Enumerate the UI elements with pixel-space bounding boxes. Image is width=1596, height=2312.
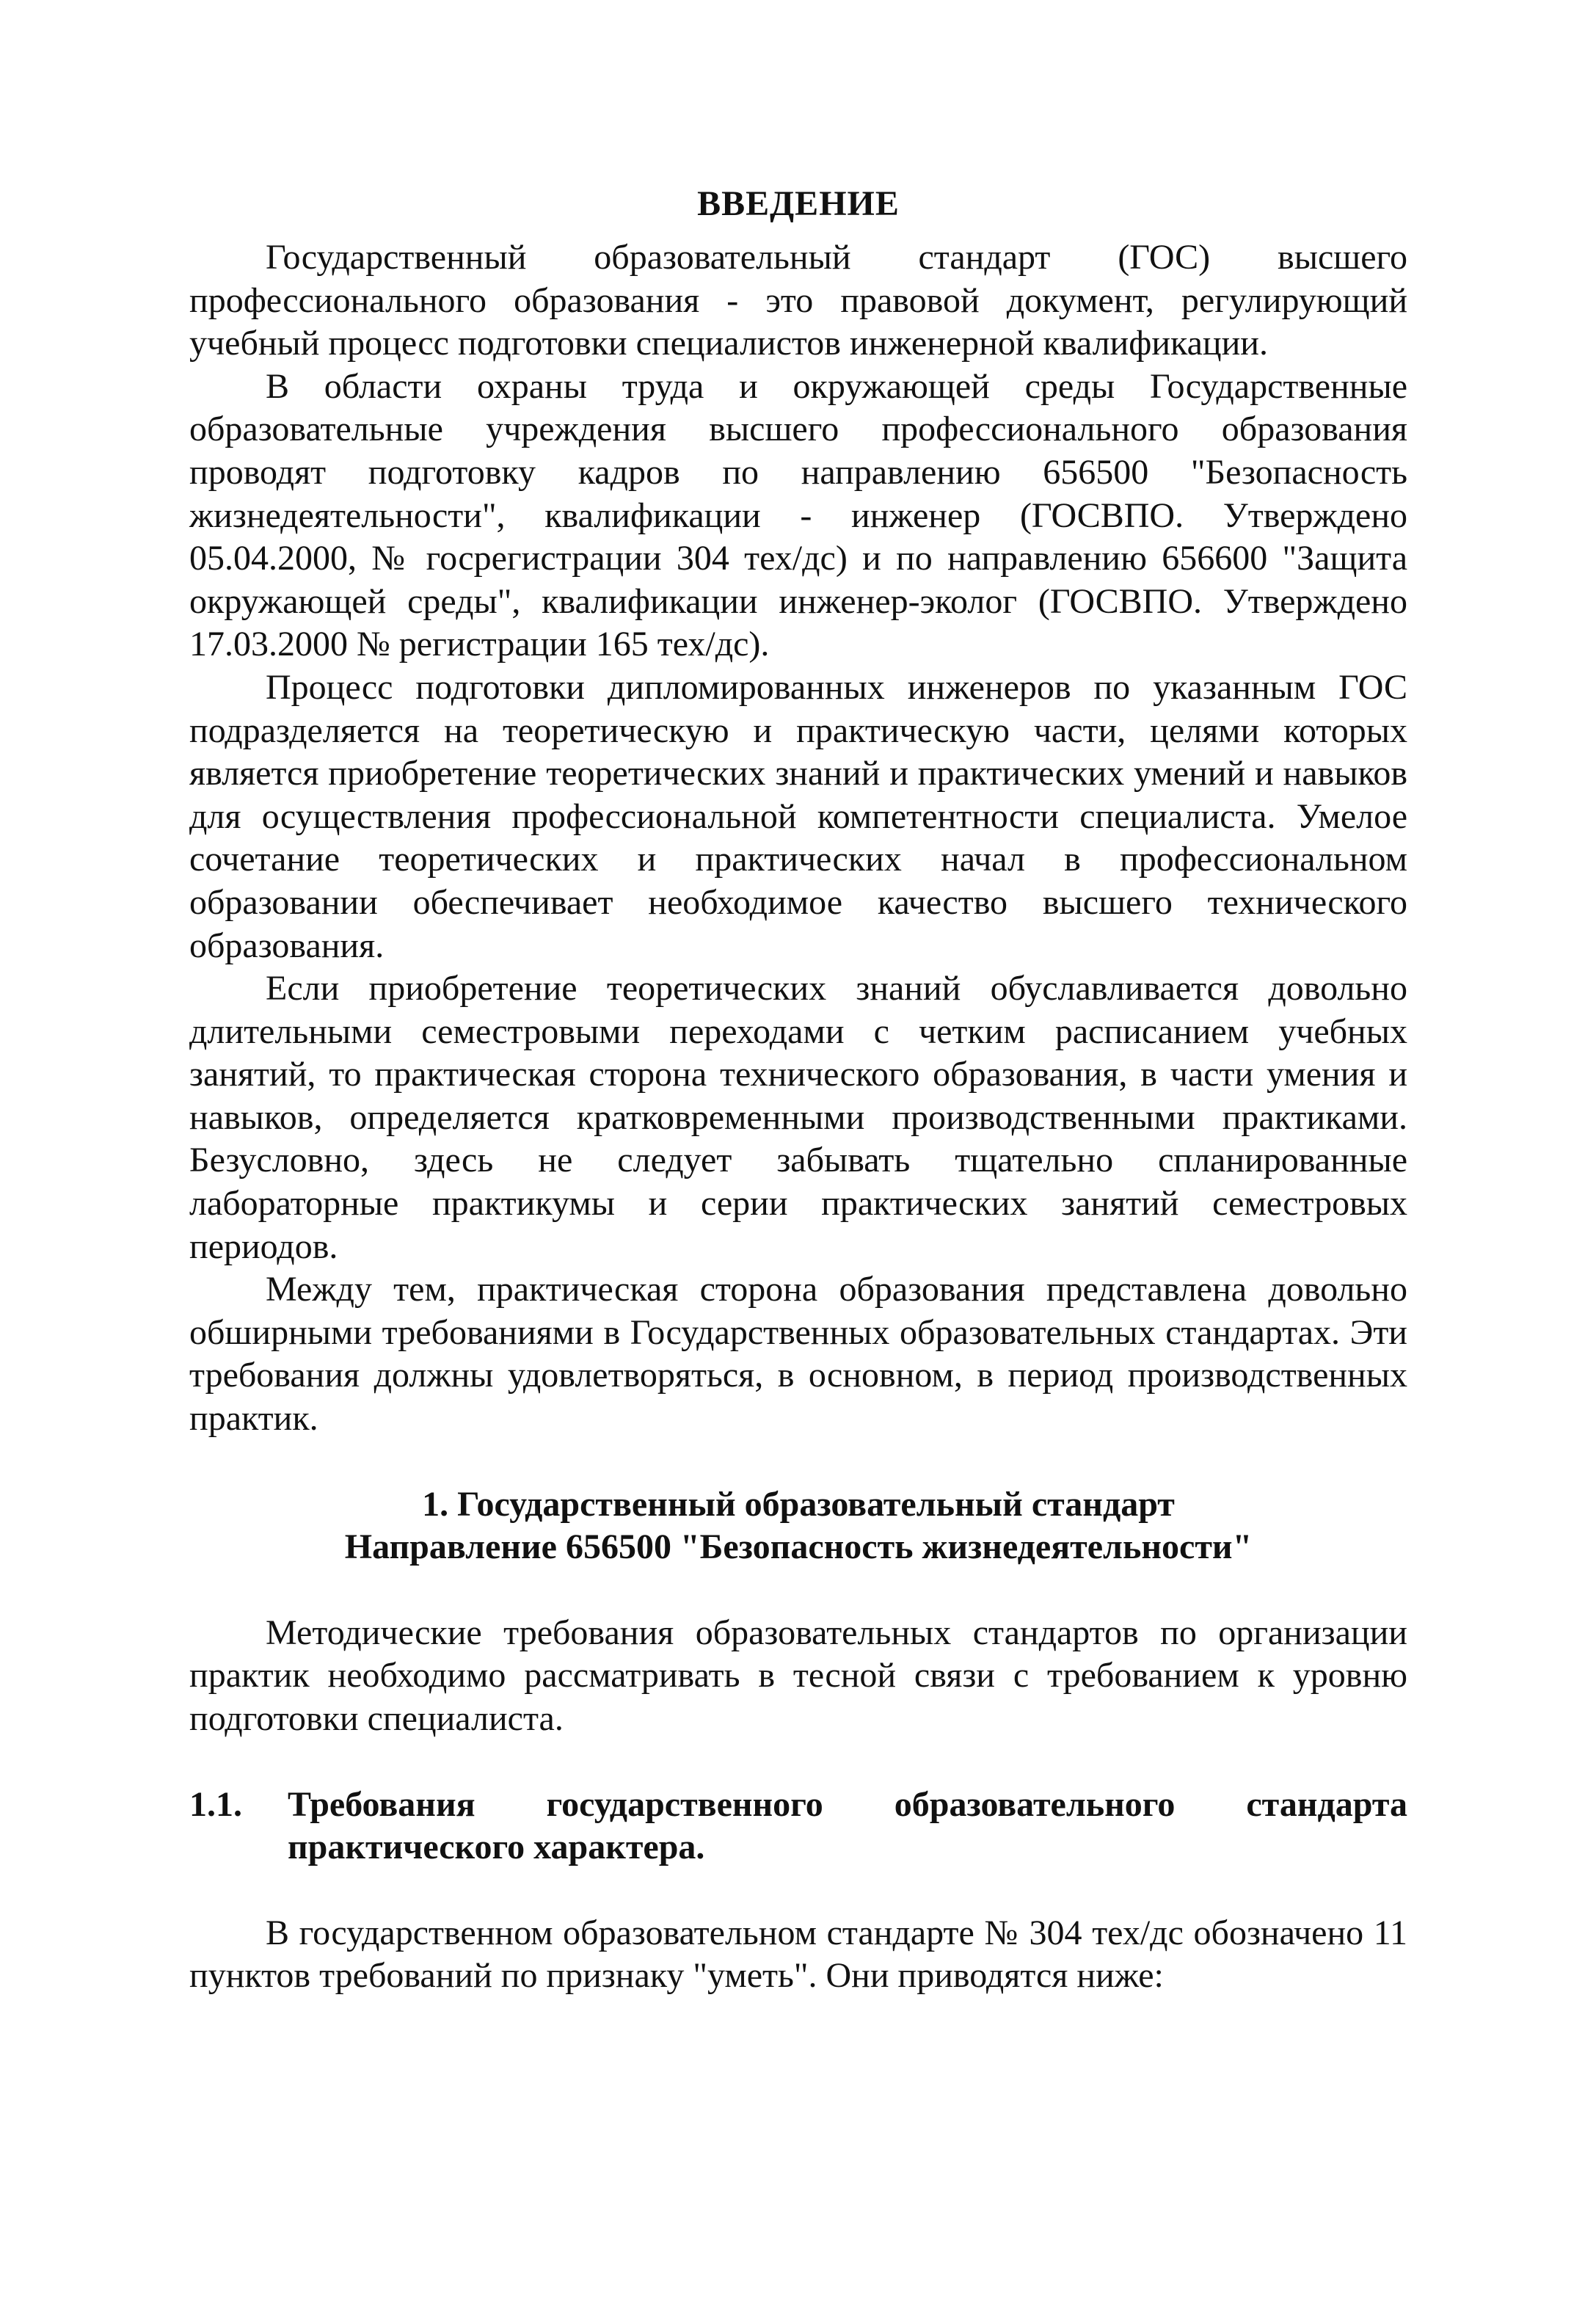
section-1-1-heading-line-1: Требования государственного образовательного стандарта	[288, 1784, 1407, 1824]
spacer	[189, 1441, 1407, 1483]
section-1-1-paragraph: В государственном образовательном стандарте № 304 тех/дс обозначено 11 пунктов требований по признаку "уметь". Они приводятся ниже:	[189, 1913, 1407, 1996]
intro-paragraph-4: Если приобретение теоретических знаний обуславливается довольно длительными семестровыми переходами с четким расписанием учебных занятий, то практическая сторона технического образования, в части умения и навыков, определяется кратковременными производственными практиками. Безусловно, здесь не следует забывать тщательно спланированные лабораторные практикумы и серии практических занятий семестровых периодов.	[189, 969, 1407, 1266]
intro-paragraph-3: Процесс подготовки дипломированных инженеров по указанным ГОС подразделяется на теоретическую и практическую части, целями которых является приобретение теоретических знаний и практических умений и навыков для осуществления профессиональной компетентности специалиста. Умелое сочетание теоретических и практических начал в профессиональном образовании обеспечивает необходимое качество высшего технического образования.	[189, 667, 1407, 965]
spacer	[189, 1741, 1407, 1784]
section-1-paragraph: Методические требования образовательных стандартов по организации практик необходимо рассматривать в тесной связи с требованием к уровню подготовки специалиста.	[189, 1613, 1407, 1738]
section-1-1-heading	[189, 1784, 1407, 1869]
section-1-1-heading-line-2: практического характера.	[288, 1828, 705, 1867]
intro-paragraph-5: Между тем, практическая сторона образования представлена довольно обширными требованиями в Государственных образовательных стандартах. Эти требования должны удовлетворяться, в основном, в период производственных практик.	[189, 1270, 1407, 1439]
document-page	[189, 182, 1407, 1998]
intro-paragraph-1: Государственный образовательный стандарт (ГОС) высшего профессионального образования - это правовой документ, регулирующий учебный процесс подготовки специалистов инженерной квалификации.	[189, 238, 1407, 363]
intro-paragraph-2: В области охраны труда и окружающей среды Государственные образовательные учреждения высшего профессионального образования проводят подготовку кадров по направлению 656500 "Безопасность жизнедеятельности", квалификации - инженер (ГОСВПО. Утверждено 05.04.2000, № госрегистрации 304 тех/дс) и по направлению 656600 "Защита окружающей среды", квалификации инженер-эколог (ГОСВПО. Утверждено 17.03.2000 № регистрации 165 тех/дс).	[189, 366, 1407, 664]
section-1-heading-line-2: Направление 656500 "Безопасность жизнедеятельности"	[344, 1527, 1253, 1567]
section-1-1-heading-text	[288, 1784, 1407, 1869]
section-1-heading-line-1: 1. Государственный образовательный стандарт	[422, 1484, 1175, 1524]
document-title: ВВЕДЕНИЕ	[697, 184, 900, 223]
spacer	[189, 1869, 1407, 1912]
spacer	[189, 1569, 1407, 1612]
section-1-1-number: 1.1.	[189, 1784, 242, 1824]
